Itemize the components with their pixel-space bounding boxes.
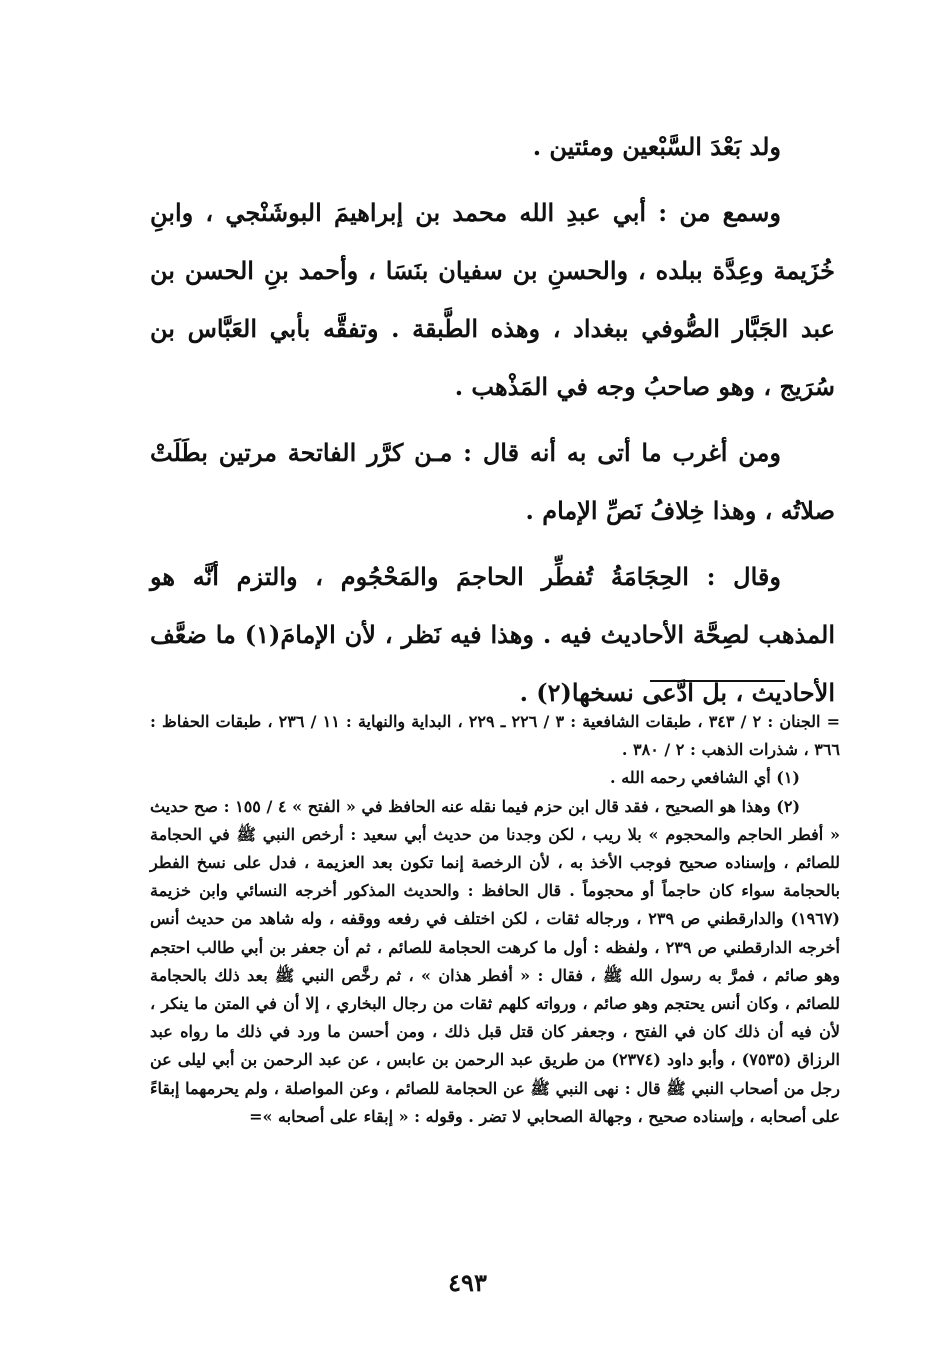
paragraph-birth: [150, 118, 835, 176]
paragraph-fatiha: [150, 424, 835, 540]
footnote-2-text: (٢) وهذا هو الصحيح ، فقد قال ابن حزم فيما نقله عنه الحافظ في « الفتح » ٤ / ١٥٥ : صح حديث « أفطر الحاجم والمحجوم » بلا ريب ، لكن وجدنا من حديث أبي سعيد : أرخص النبي ﷺ في الحجامة للصائم ، وإسناده صحيح فوجب الأخذ به ، لأن الرخصة إنما تكون بعد العزيمة ، فدل على نسخ الفطر بالحجامة سواء كان حاجماً أو محجوماً . قال الحافظ : والحديث المذكور أخرجه النسائي وابن خزيمة (١٩٦٧) والدارقطني ص ٢٣٩ ، ورجاله ثقات ، لكن اختلف في رفعه ووقفه ، وله شاهد من حديث أنس أخرجه الدارقطني ص ٢٣٩ ، ولفظه : أول ما كرهت الحجامة للصائم ، ثم أن جعفر بن أبي طالب احتجم وهو صائم ، فمرَّ به رسول الله ﷺ ، فقال : « أفطر هذان » ، ثم رخَّص النبي ﷺ بعد ذلك بالحجامة للصائم ، وكان أنس يحتجم وهو صائم ، ورواته كلهم ثقات من رجال البخاري ، إلا أن في المتن ما ينكر ، لأن فيه أن ذلك كان في الفتح ، وجعفر كان قتل قبل ذلك ، ومن أحسن ما ورد في ذلك ما رواه عبد الرزاق (٧٥٣٥) ، وأبو داود (٢٣٧٤) من طريق عبد الرحمن بن عابس ، عن عبد الرحمن بن أبي ليلى عن رجل من أصحاب النبي ﷺ قال : نهى النبي ﷺ عن الحجامة للصائم ، وعن المواصلة ، ولم يحرمهما إبقاءً على أصحابه ، وإسناده صحيح ، وجهالة الصحابي لا تضر . وقوله : « إبقاء على أصحابه »=: [150, 796, 841, 1126]
footnotes: [150, 708, 840, 1131]
footnote-1: (١) أي الشافعي رحمه الله .: [610, 768, 800, 788]
paragraph-text: ومن أغرب ما أتى به أنه قال : مـن كرَّر الفاتحة مرتين بطَلَتْ صلاتُه ، وهذا خِلافُ نَصِّ الإمام .: [150, 438, 835, 525]
footnote-2: [150, 793, 840, 1131]
paragraph-text: وقال : الحِجَامَةُ تُفطِّر الحاجمَ والمَحْجُوم ، والتزم أنَّه هو المذهب لصِحَّة الأحاديث فيه . وهذا فيه نَظر ، لأن الإمامَ(١) ما ضعَّف الأحاديث ، بل ادَّعى نسخها(٢) .: [150, 562, 835, 707]
footnote-continuation: = الجنان : ٢ / ٣٤٣ ، طبقات الشافعية : ٣ / ٢٢٦ ـ ٢٢٩ ، البداية والنهاية : ١١ / ٢٣٦ ، طبقات الحفاظ : ٣٦٦ ، شذرات الذهب : ٢ / ٣٨٠ .: [150, 712, 841, 760]
page-number: ٤٩٣: [448, 1268, 487, 1297]
footnote-separator: [650, 680, 785, 682]
paragraph-teachers: [150, 184, 835, 416]
paragraph-text: وسمع من : أبي عبدِ الله محمد بن إبراهيمَ البوشَنْجي ، وابنِ خُزَيمة وعِدَّة ببلده ، والحسنِ بن سفيان بنَسَا ، وأحمد بنِ الحسن بن عبد الجَبَّار الصُّوفي ببغداد ، وهذه الطَّبقة . وتفقَّه بأبي العَبَّاس بن سُرَيج ، وهو صاحبُ وجه في المَذْهب .: [150, 198, 835, 401]
paragraph-text: ولد بَعْدَ السَّبْعين ومئتين .: [532, 132, 781, 161]
paragraph-hijama: [150, 548, 835, 722]
main-text-body: [150, 118, 835, 722]
